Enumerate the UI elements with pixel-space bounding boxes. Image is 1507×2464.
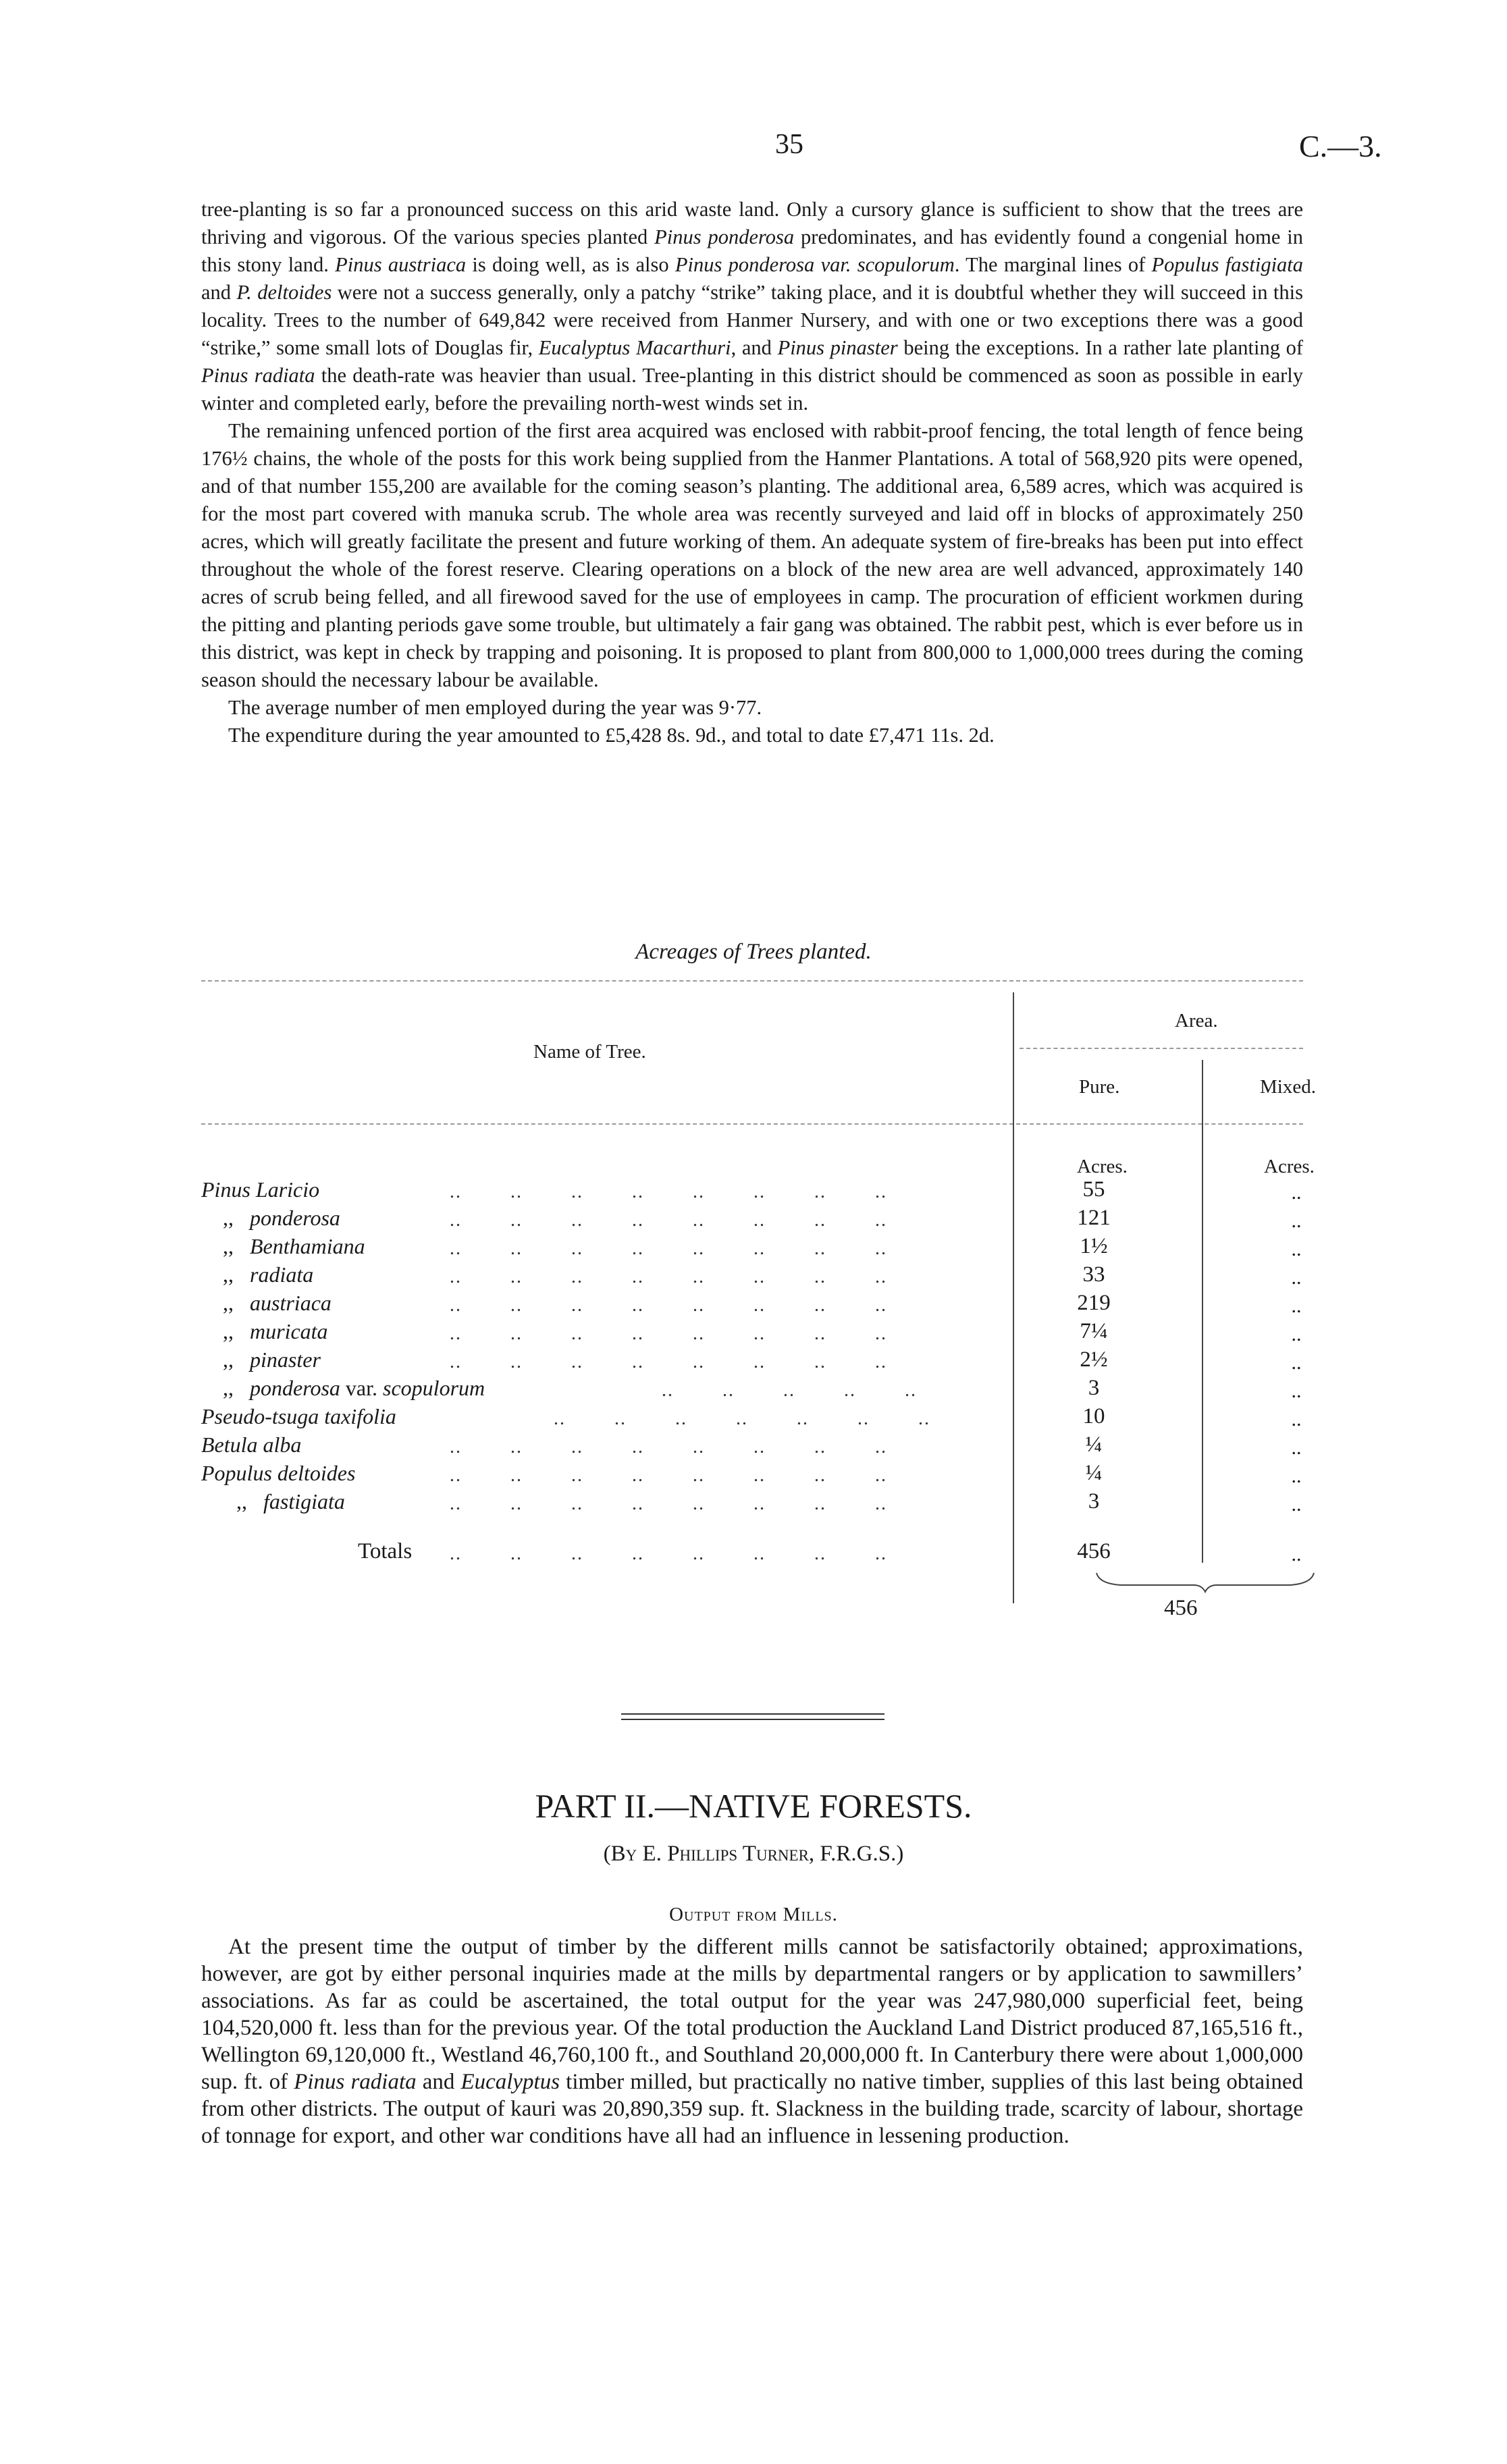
- mixed-acres: ..: [1291, 1295, 1302, 1317]
- mixed-acres: ..: [1291, 1408, 1302, 1430]
- mixed-acres: ..: [1291, 1323, 1302, 1345]
- paragraph: The expenditure during the year amounted to £5,428 8s. 9d., and total to date £7,471 11s. 2d.: [228, 724, 995, 747]
- tree-name: ,, ponderosa: [223, 1206, 340, 1230]
- unit-mixed: Acres.: [1264, 1156, 1315, 1177]
- mixed-acres: ..: [1291, 1465, 1302, 1487]
- column-divider: [1013, 992, 1014, 1603]
- body-text-lower: [201, 1933, 1303, 2149]
- mixed-acres: ..: [1291, 1380, 1302, 1402]
- totals-brace: [1094, 1570, 1317, 1595]
- totals-pure: 456: [1077, 1539, 1111, 1563]
- unit-pure: Acres.: [1077, 1156, 1128, 1177]
- paragraph: The remaining unfenced portion of the first area acquired was enclosed with rabbit-proof fencing, the total length of fence being 176½ chains, the whole of the posts for this work being supplied from the Hanmer Plantations. A total of 568,920 pits were opened, and of that number 155,200 are available for the coming season’s planting. The additional area, 6,589 acres, which was acquired is for the most part covered with manuka scrub. The whole area was recently surveyed and laid off in blocks of approximately 250 acres, which will greatly facilitate the present and future working of them. An adequate system of fire-breaks has been put into effect throughout the whole of the forest reserve. Clearing operations on a block of the new area are well advanced, approximately 140 acres of scrub being felled, and all firewood saved for the use of employees in camp. The procuration of efficient workmen during the pitting and planting periods gave some trouble, but ultimately a fair gang was obtained. The rabbit pest, which is ever before us in this district, was kept in check by trapping and poisoning. It is proposed to plant from 800,000 to 1,000,000 trees during the coming season should the necessary labour be available.: [201, 419, 1303, 691]
- leader-dots: .. .. .. .. .. .. .. ..: [450, 1323, 887, 1344]
- leader-dots: .. .. .. .. .. .. .. ..: [450, 1266, 887, 1287]
- column-header-area: Area.: [1175, 1010, 1218, 1032]
- byline: (By E. Phillips Turner, F.R.G.S.): [603, 1842, 904, 1866]
- column-header-pure: Pure.: [1079, 1076, 1120, 1098]
- tree-name: ,, muricata: [223, 1319, 328, 1343]
- leader-dots: .. .. .. .. .. .. .. ..: [450, 1210, 887, 1231]
- column-header-mixed: Mixed.: [1260, 1076, 1316, 1098]
- tree-name: ,, Benthamiana: [223, 1234, 365, 1258]
- mixed-acres: ..: [1291, 1266, 1302, 1289]
- pure-acres: 7¼: [1080, 1319, 1108, 1343]
- pure-acres: ¼: [1085, 1432, 1103, 1457]
- tree-name: Pinus Laricio: [201, 1177, 320, 1202]
- header-bottom-rule: [201, 1123, 1303, 1125]
- page-number: 35: [775, 129, 803, 160]
- section-divider: [621, 1719, 884, 1720]
- pure-acres: 10: [1082, 1404, 1105, 1428]
- leader-dots: .. .. .. .. .. .. .. ..: [450, 1238, 887, 1259]
- section-divider: [621, 1713, 884, 1715]
- pure-acres: 3: [1088, 1489, 1100, 1514]
- pure-acres: 3: [1088, 1376, 1100, 1400]
- tree-name: Populus deltoides: [201, 1461, 356, 1485]
- pure-acres: ¼: [1085, 1461, 1103, 1485]
- tree-name: ,, pinaster: [223, 1347, 321, 1372]
- leader-dots: .. .. .. .. .. .. .. ..: [450, 1493, 887, 1514]
- leader-dots: .. .. .. .. ..: [662, 1380, 917, 1401]
- leader-dots: .. .. .. .. .. .. .. ..: [450, 1465, 887, 1486]
- pure-acres: 2½: [1080, 1347, 1108, 1372]
- pure-acres: 121: [1077, 1206, 1111, 1230]
- leader-dots: .. .. .. .. .. .. .. ..: [450, 1543, 887, 1564]
- tree-name: ,, fastigiata: [236, 1489, 345, 1514]
- body-text-upper: [201, 196, 1303, 749]
- pure-acres: 55: [1082, 1177, 1105, 1202]
- totals-mixed: ..: [1291, 1543, 1302, 1565]
- pure-acres: 1½: [1080, 1234, 1108, 1258]
- leader-dots: .. .. .. .. .. .. .. ..: [450, 1437, 887, 1457]
- tree-name: Betula alba: [201, 1432, 302, 1457]
- area-sub-rule: [1020, 1048, 1303, 1049]
- table-title: Acreages of Trees planted.: [635, 940, 872, 964]
- paragraph: tree-planting is so far a pronounced success on this arid waste land. Only a cursory glance is sufficient to show that the trees are thriving and vigorous. Of the various species planted Pinus ponderosa predominates, and has evidently found a congenial home in this stony land. Pinus austriaca is doing well, as is also Pinus ponderosa var. scopulorum. The marginal lines of Populus fastigiata and P. deltoides were not a success generally, only a patchy “strike” taking place, and it is doubtful whether they will succeed in this locality. Trees to the number of 649,842 were received from Hanmer Nursery, and with one or two exceptions there was a good “strike,” some small lots of Douglas fir, Eucalyptus Macarthuri, and Pinus pinaster being the exceptions. In a rather late planting of Pinus radiata the death-rate was heavier than usual. Tree-planting in this district should be commenced as soon as possible in early winter and completed early, before the prevailing north-west winds set in.: [201, 198, 1304, 414]
- mixed-acres: ..: [1291, 1238, 1302, 1260]
- column-divider: [1202, 1060, 1203, 1563]
- section-subheading: Output from Mills.: [669, 1904, 838, 1925]
- paragraph: At the present time the output of timber by the different mills cannot be satisfactorily obtained; approximations, however, are got by either personal inquiries made at the mills by departmental rangers or by application to sawmillers’ associations. As far as could be ascertained, the total output for the year was 247,980,000 superficial feet, being 104,520,000 ft. less than for the previous year. Of the total production the Auckland Land District produced 87,165,516 ft., Wellington 69,120,000 ft., Westland 46,760,100 ft., and Southland 20,000,000 ft. In Canterbury there were about 1,000,000 sup. ft. of Pinus radiata and Eucalyptus timber milled, but practically no native timber, supplies of this last being obtained from other districts. The output of kauri was 20,890,359 sup. ft. Slackness in the building trade, scarcity of labour, shortage of tonnage for export, and other war conditions have all had an influence in lessening production.: [201, 1935, 1303, 2148]
- leader-dots: .. .. .. .. .. .. .. ..: [450, 1181, 887, 1202]
- leader-dots: .. .. .. .. .. .. ..: [554, 1408, 930, 1429]
- tree-name: ,, radiata: [223, 1262, 314, 1287]
- mixed-acres: ..: [1291, 1181, 1302, 1204]
- tree-name: ,, austriaca: [223, 1291, 332, 1315]
- mixed-acres: ..: [1291, 1493, 1302, 1516]
- column-header-name: Name of Tree.: [533, 1041, 646, 1063]
- mixed-acres: ..: [1291, 1437, 1302, 1459]
- mixed-acres: ..: [1291, 1210, 1302, 1232]
- pure-acres: 219: [1077, 1291, 1111, 1315]
- leader-dots: .. .. .. .. .. .. .. ..: [450, 1351, 887, 1372]
- pure-acres: 33: [1082, 1262, 1105, 1287]
- document-reference: C.—3.: [1299, 129, 1382, 163]
- tree-name: ,, ponderosa var. scopulorum: [223, 1376, 485, 1400]
- tree-name: Pseudo-tsuga taxifolia: [201, 1404, 396, 1428]
- grand-total: 456: [1164, 1596, 1198, 1620]
- leader-dots: .. .. .. .. .. .. .. ..: [450, 1295, 887, 1316]
- part-title: PART II.—NATIVE FORESTS.: [535, 1787, 972, 1825]
- mixed-acres: ..: [1291, 1351, 1302, 1374]
- totals-label: Totals: [358, 1539, 413, 1563]
- paragraph: The average number of men employed during the year was 9·77.: [228, 696, 762, 719]
- table-top-rule: [201, 980, 1303, 982]
